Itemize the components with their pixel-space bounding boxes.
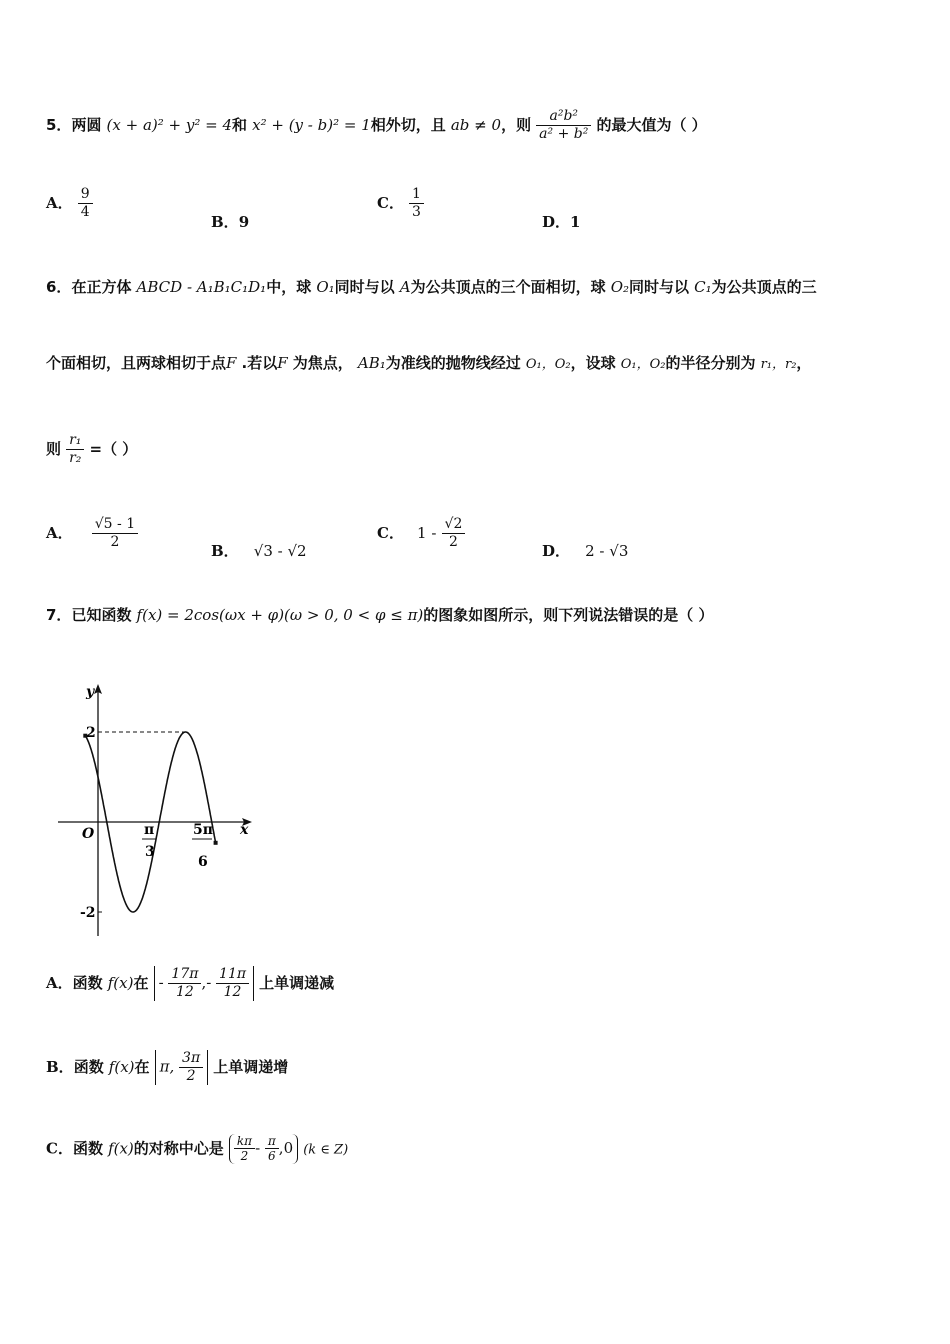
q6-text-7: 个面相切，且两球相切于点 (46, 354, 227, 372)
q6-option-b-label: B． (211, 542, 239, 560)
q6-c-den: 2 (448, 533, 458, 550)
q7-c-text-1: 函数 (72, 1139, 103, 1158)
question-6-line-3 (46, 432, 137, 467)
q5-text-5: 的最大值为（ ） (596, 115, 707, 134)
q7-option-b-label: B． (46, 1057, 74, 1076)
q7-a-r-num: 11π (216, 966, 249, 984)
q7-b-func: f(x) (108, 1057, 135, 1076)
q7-c-p-num: π (265, 1134, 279, 1149)
q5-option-a-value (78, 186, 93, 221)
q6-text-4: 为公共顶点的三个面相切，球 (410, 278, 606, 296)
q6-c-num: √2 (442, 516, 466, 534)
q5-option-d-value: 1 (570, 213, 581, 231)
q6-o1o2-b: O₁，O₂ (620, 357, 666, 372)
q6-o1: O₁ (316, 278, 335, 296)
q6-r1r2: r₁，r₂ (760, 357, 797, 372)
q5-option-a-label: A． (46, 193, 73, 212)
q5-option-b-label: B． (211, 213, 239, 231)
q6-ratio-num: r₁ (66, 432, 84, 450)
q5-expr-num: a²b² (536, 108, 591, 126)
q7-text-1: 已知函数 (71, 606, 132, 624)
q7-option-b[interactable] (46, 1050, 288, 1085)
q7-c-func: f(x) (108, 1139, 134, 1158)
q7-a-text-3: 上单调递减 (259, 973, 335, 992)
q5-eq1: (x + a)² + y² = 4 (106, 115, 233, 134)
q7-b-text-3: 上单调递增 (213, 1057, 289, 1076)
q6-number: 6． (46, 278, 72, 296)
q5-option-b[interactable] (211, 211, 249, 232)
x1-den: 3 (145, 844, 155, 860)
q6-text-3: 同时与以 (334, 278, 395, 296)
q6-text-6: 为公共顶点的三 (711, 278, 817, 296)
q5-expr-den: a² + b² (539, 125, 589, 142)
q7-graph (40, 670, 270, 950)
q6-ab1: AB₁ (357, 354, 386, 372)
q6-option-c-value (442, 516, 466, 551)
q5-text-1: 两圆 (71, 115, 102, 134)
q6-option-a-label: A． (46, 523, 73, 542)
x2-den: 6 (198, 854, 208, 870)
q7-a-r-den: 12 (223, 983, 242, 1000)
right-endpoint (214, 841, 218, 845)
q6-c1: C₁ (694, 278, 712, 296)
q7-option-c[interactable] (46, 1134, 348, 1164)
question-6-line-2 (46, 352, 811, 373)
q7-a-text-2: 在 (133, 973, 149, 992)
q5-option-b-value: 9 (238, 213, 250, 231)
q7-text-2: 的图象如图所示，则下列说法错误的是（ ） (423, 606, 714, 624)
q6-option-d-label: D． (542, 542, 571, 560)
q6-text-1: 在正方体 (71, 278, 132, 296)
q7-c-text-2: 的对称中心是 (133, 1139, 224, 1158)
q6-cube: ABCD - A₁B₁C₁D₁ (136, 278, 267, 296)
q6-text-9: 为焦点， (292, 354, 353, 372)
q6-text-15: =（ ） (89, 439, 138, 458)
q6-f2: F (277, 354, 288, 372)
q7-a-l-den: 12 (176, 983, 194, 1000)
q7-option-c-label: C． (46, 1139, 73, 1158)
q7-a-l-num: 17π (168, 966, 201, 984)
q6-option-b-value: √3 - √2 (253, 542, 307, 560)
q5-a-num: 9 (78, 186, 93, 204)
q6-ratio (66, 432, 84, 467)
question-6-line-1 (46, 276, 817, 297)
q5-option-c-value (409, 186, 424, 221)
q6-option-a-value (92, 516, 138, 551)
q6-a-den: 2 (110, 533, 120, 550)
q6-text-8: .若以 (241, 354, 278, 372)
tick-m2-label: -2 (80, 905, 96, 921)
q5-text-4: ，则 (501, 115, 532, 134)
x2-num: 5π (193, 822, 213, 838)
q7-c-p-den: 6 (268, 1149, 276, 1164)
q5-option-a[interactable] (46, 186, 93, 221)
q5-eq2: x² + (y - b)² = 1 (252, 115, 371, 134)
x-label: x (240, 822, 249, 838)
q5-c-num: 1 (409, 186, 424, 204)
q5-expression (536, 108, 591, 143)
q6-f1: F (226, 354, 237, 372)
q7-number: 7． (46, 606, 72, 624)
q7-b-text-1: 函数 (73, 1057, 104, 1076)
q7-c-tail: ,0 (278, 1138, 294, 1157)
q6-text-13: ， (796, 354, 812, 372)
q7-option-a[interactable] (46, 966, 334, 1001)
q6-option-c[interactable] (377, 516, 465, 551)
q7-option-a-label: A． (46, 973, 73, 992)
q7-c-center: $\frac{k\pi}{2}$ - $\frac{\pi}{6}$ ,0 (229, 1134, 298, 1164)
q5-option-d-label: D． (542, 213, 571, 231)
q5-c-den: 3 (412, 203, 421, 220)
q6-option-c-label: C． (377, 523, 404, 542)
q5-option-c[interactable] (377, 186, 424, 221)
q7-a-interval: - $\frac{17\pi}{12}$ ,- $\frac{11\pi}{12}$ (154, 966, 254, 1001)
q6-text-11: ，设球 (570, 354, 616, 372)
q5-option-d[interactable] (542, 211, 580, 232)
question-5 (46, 108, 707, 143)
q7-b-r-num: 3π (179, 1050, 203, 1068)
q7-c-k-num: kπ (234, 1134, 255, 1149)
q7-b-r-den: 2 (186, 1067, 196, 1084)
q6-option-d[interactable] (542, 540, 628, 561)
q7-c-k-den: 2 (240, 1149, 249, 1164)
q7-b-text-2: 在 (134, 1057, 150, 1076)
q5-text-2: 和 (232, 115, 248, 134)
q6-option-c-pre: 1 - (417, 523, 437, 542)
q6-text-2: 中，球 (266, 278, 312, 296)
q6-a-num: √5 - 1 (92, 516, 138, 534)
q6-ratio-den: r₂ (69, 449, 82, 466)
q7-b-l: π, (159, 1057, 175, 1076)
q6-a: A (399, 278, 411, 296)
q6-option-a[interactable] (46, 516, 138, 551)
q5-condition: ab ≠ 0 (450, 115, 502, 134)
q6-text-12: 的半径分别为 (665, 354, 756, 372)
origin-label: O (82, 826, 95, 842)
y-label: y (86, 684, 95, 700)
q7-function: f(x) = 2cos(ωx + φ)(ω > 0, 0 < φ ≤ π) (136, 606, 424, 624)
tick-2-label: 2 (86, 725, 96, 741)
q7-a-func: f(x) (107, 973, 134, 992)
q7-a-text-1: 函数 (72, 973, 103, 992)
q7-c-cond: (k ∈ Z) (303, 1142, 349, 1158)
q7-b-interval (155, 1050, 209, 1085)
q5-a-den: 4 (80, 203, 90, 220)
q5-option-c-label: C． (377, 193, 404, 212)
q6-option-d-value: 2 - √3 (585, 542, 629, 560)
q5-number: 5． (46, 115, 72, 134)
q6-o2: O₂ (610, 278, 629, 296)
q6-text-14: 则 (46, 439, 62, 458)
question-7 (46, 604, 714, 625)
q6-text-10: 为准线的抛物线经过 (385, 354, 521, 372)
q6-option-b[interactable] (211, 540, 307, 561)
x1-num: π (144, 822, 155, 838)
q6-o1o2-a: O₁，O₂ (525, 357, 571, 372)
q6-text-5: 同时与以 (629, 278, 690, 296)
q5-text-3: 相外切，且 (370, 115, 446, 134)
